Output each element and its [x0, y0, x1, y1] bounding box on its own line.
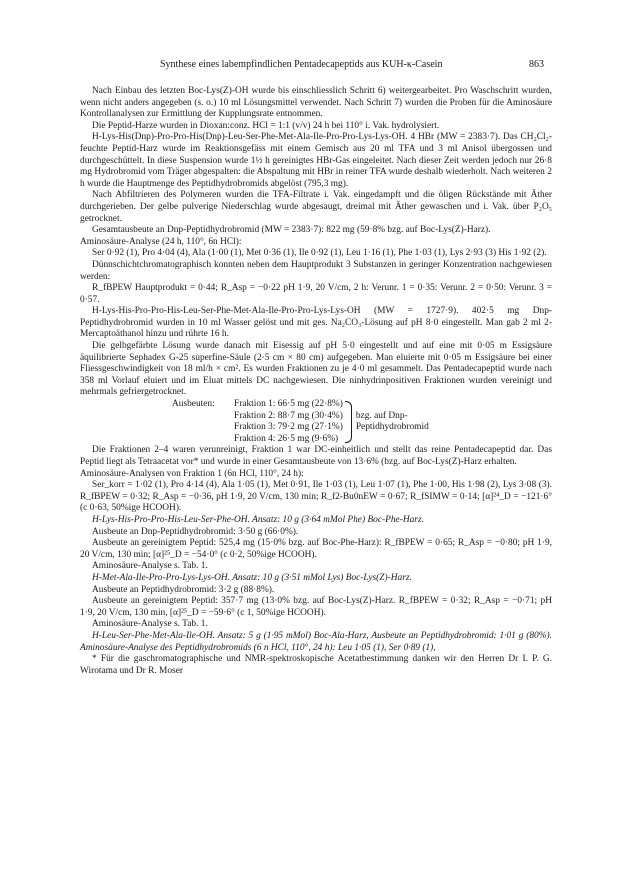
- paragraph: R_fBPEW Hauptprodukt = 0·44; R_Asp = −0·22 pH 1·9, 20 V/cm, 2 h: Verunr. 1 = 0·35: Verunr. 2 = 0·50: Verunr. 3 = 0·57.: [80, 283, 552, 305]
- paragraph: H-Lys-His-Pro-Pro-His-Leu-Ser-Phe-Met-Ala-Ile-Pro-Pro-Lys-Lys-OH (MW = 1727·9). 402·5 mg Dnp-Peptidhydrobromid wurden in 10 ml Wasser gelöst und mit ges. Na₂CO₃-Lösung auf pH 8·0 eingestellt. Man gab 2 ml 2-Mercaptoäthanol hinzu und rührte 16 h.: [80, 306, 552, 340]
- paragraph: Dünnschichtchromatographisch konnten neben dem Hauptprodukt 3 Substanzen in geringer Konzentration nachgewiesen werden:: [80, 259, 552, 282]
- fraction-1: Fraktion 1: 66·5 mg (22·8%): [234, 399, 343, 410]
- paragraph: Aminosäure-Analyse (24 h, 110°, 6n HCl):: [80, 236, 242, 247]
- paragraph: Die Fraktionen 2–4 waren verunreinigt, Fraktion 1 war DC-einheitlich und stellt das reine Pentadecapeptid dar. Das Peptid liegt als Tetraacetat vor* und wurde in einer Gesamtausbeute von 13·6% (bzg. auf Boc-Lys(Z)-Harz erhalten.: [80, 445, 552, 467]
- paragraph: H-Met-Ala-Ile-Pro-Pro-Lys-Lys-OH. Ansatz: 10 g (3·51 mMol Lys) Boc-Lys(Z)-Harz.: [92, 572, 412, 583]
- page-number: 863: [529, 59, 544, 70]
- yields-reference-line-1: bzg. auf Dnp-: [355, 410, 408, 421]
- paragraph: Aminosäure-Analyse s. Tab. 1.: [92, 619, 208, 630]
- fraction-list: [234, 399, 343, 445]
- fraction-4: Fraktion 4: 26·5 mg (9·6%): [234, 433, 339, 444]
- curly-brace: [345, 401, 352, 443]
- paragraph: Ser_korr = 1·02 (1), Pro 4·14 (4), Ala 1·05 (1), Met 0·91, Ile 1·03 (1), Leu 1·07 (1), Phe 1·00, His 1·98 (2), Lys 3·08 (3). R_fBPEW = 0·32; R_Asp = −0·36, pH 1·9, 20 V/cm, 130 min; R_f2-Bu0nEW = 0·67; R_fSIMW = 0·14; [α]²⁴_D = −121·6° (c 0·63, 50%ige HCOOH).: [80, 480, 552, 514]
- running-title: Synthese eines labempfindlichen Pentadecapeptids aus KUH-κ-Casein: [160, 59, 443, 70]
- fraction-3: Fraktion 3: 79·2 mg (27·1%): [234, 422, 343, 433]
- paragraph: H-Lys-His-Pro-Pro-His-Leu-Ser-Phe-OH. Ansatz: 10 g (3·64 mMol Phe) Boc-Phe-Harz.: [92, 514, 424, 525]
- paragraph: Die gelbgefärbte Lösung wurde danach mit Eisessig auf pH 5·0 eingestellt und auf eine mit 0·05 m Essigsäure äquilibrierte Sephadex G-25 superfine-Säule (2·5 cm × 80 cm) aufgegeben. Man eluierte mit 0·05 m Essigsäure bei einer Fliessgeschwindigkeit von 18 ml/h × cm². Es wurden Fraktionen zu je 4·0 ml gesammelt. Das Pentadecapeptid wurde nach 358 ml Vorlauf eluiert und im Eluat mittels DC nachgewiesen. Die ninhydrinpositiven Fraktionen wurden vereinigt und mehrmals gefriergetrocknet.: [80, 341, 552, 398]
- running-head: [0, 58, 624, 72]
- experimental-section-1: [80, 86, 552, 399]
- paragraph: Ausbeute an gereinigtem Peptid: 525,4 mg (15·0% bzg. auf Boc-Phe-Harz): R_fBPEW = 0·65; R_Asp = −0·80; pH 1·9, 20 V/cm, 130 min; [α]²⁵_D = −54·0° (c 0·2, 50%ige HCOOH).: [80, 538, 552, 560]
- yields-label: Ausbeuten:: [172, 399, 215, 410]
- paragraph: H-Leu-Ser-Phe-Met-Ala-Ile-OH. Ansatz: 5 g (1·95 mMol) Boc-Ala-Harz, Ausbeute an Peptidhydrobromid: 1·01 g (80%). Aminosäure-Analyse des Peptidhydrobromids (6 n HCl, 110°, 24 h): Leu 1·05 (1), Ser 0·89 (1),: [80, 630, 552, 653]
- paragraph: H-Lys-His(Dnp)-Pro-Pro-His(Dnp)-Leu-Ser-Phe-Met-Ala-Ile-Pro-Pro-Lys-Lys-OH. 4 HBr (MW = 2383·7). Das CH₂Cl₂-feuchte Peptid-Harz wurde im Reaktionsgefäss mit einem Gemisch aus 20 ml TFA und 3 ml Anisol übergossen und durchgeschüttelt. In diese Suspension wurde 1½ h gereinigtes HBr-Gas eingeleitet. Nach dieser Zeit werden jedoch nur 26·8 mg Hydrobromid vom Träger abgespalten: die Abspaltung mit HBr in reiner TFA wurde deshalb wiederholt. Nach weiteren 2 h wurde die Hauptmenge des Peptidhydrobromids abgelöst (795,3 mg).: [80, 132, 552, 189]
- paragraph: Ausbeute an gereinigtem Peptid: 357·7 mg (13·0% bzg. auf Boc-Lys(Z)-Harz. R_fBPEW = 0·32; R_Asp = −0·71; pH 1·9, 20 V/cm, 130 min, [α]²⁵_D = −59·6° (c 1, 50%ige HCOOH).: [80, 596, 552, 618]
- fraction-2: Fraktion 2: 88·7 mg (30·4%): [234, 410, 343, 421]
- paragraph: Aminosäure-Analyse s. Tab. 1.: [92, 561, 208, 572]
- footnote: * Für die gaschromatographische und NMR-spektroskopische Acetatbestimmung danken wir den Herren Dr I. P. G. Wirotama und Dr R. Moser: [80, 654, 552, 676]
- body-text: [80, 86, 552, 677]
- paragraph: Aminosäure-Analysen von Fraktion 1 (6n HCl, 110°, 24 h):: [80, 468, 304, 479]
- paragraph: Nach Einbau des letzten Boc-Lys(Z)-OH wurde bis einschliesslich Schritt 6) weitergearbeitet. Pro Waschschritt wurden, wenn nicht anders angegeben (s. o.) 10 ml Lösungsmittel verwendet. Nach Schritt 7) wurden die Proben für die Aminosäure Kontrollanalysen zur Ermittlung der Kupplungsrate entnommen.: [80, 86, 552, 120]
- paragraph: Nach Abfiltrieren des Polymeren wurden die TFA-Filtrate i. Vak. eingedampft und die öligen Rückstände mit Äther durchgerieben. Der gelbe pulverige Niederschlag wurde abgesaugt, dreimal mit Äther gewaschen und i. Vak. über P₂O₅ getrocknet.: [80, 190, 552, 224]
- paragraph: Ausbeute an Dnp-Peptidhydrobromid: 3·50 g (66·0%).: [92, 526, 299, 537]
- paragraph: Gesamtausbeute an Dnp-Peptidhydrobromid (MW = 2383·7): 822 mg (59·8% bzg. auf Boc-Lys(Z)-Harz).: [92, 225, 491, 236]
- paragraph: Ser 0·92 (1), Pro 4·04 (4), Ala (1·00 (1), Met 0·36 (1), Ile 0·92 (1), Leu 1·16 (1), Phe 1·03 (1), Lys 2·93 (3) His 1·92 (2).: [92, 248, 547, 259]
- paragraph: Die Peptid-Harze wurden in Dioxan:conz. HCl = 1:1 (v/v) 24 h bei 110° i. Vak. hydrolysiert.: [92, 120, 440, 131]
- paragraph: Ausbeute an Peptidhydrobromid: 3·2 g (88·8%).: [92, 584, 275, 595]
- experimental-section-2: [80, 445, 552, 654]
- yields-block: [172, 399, 552, 445]
- yields-reference: [356, 399, 429, 445]
- yields-reference-line-2: Peptidhydrobromid: [355, 422, 429, 433]
